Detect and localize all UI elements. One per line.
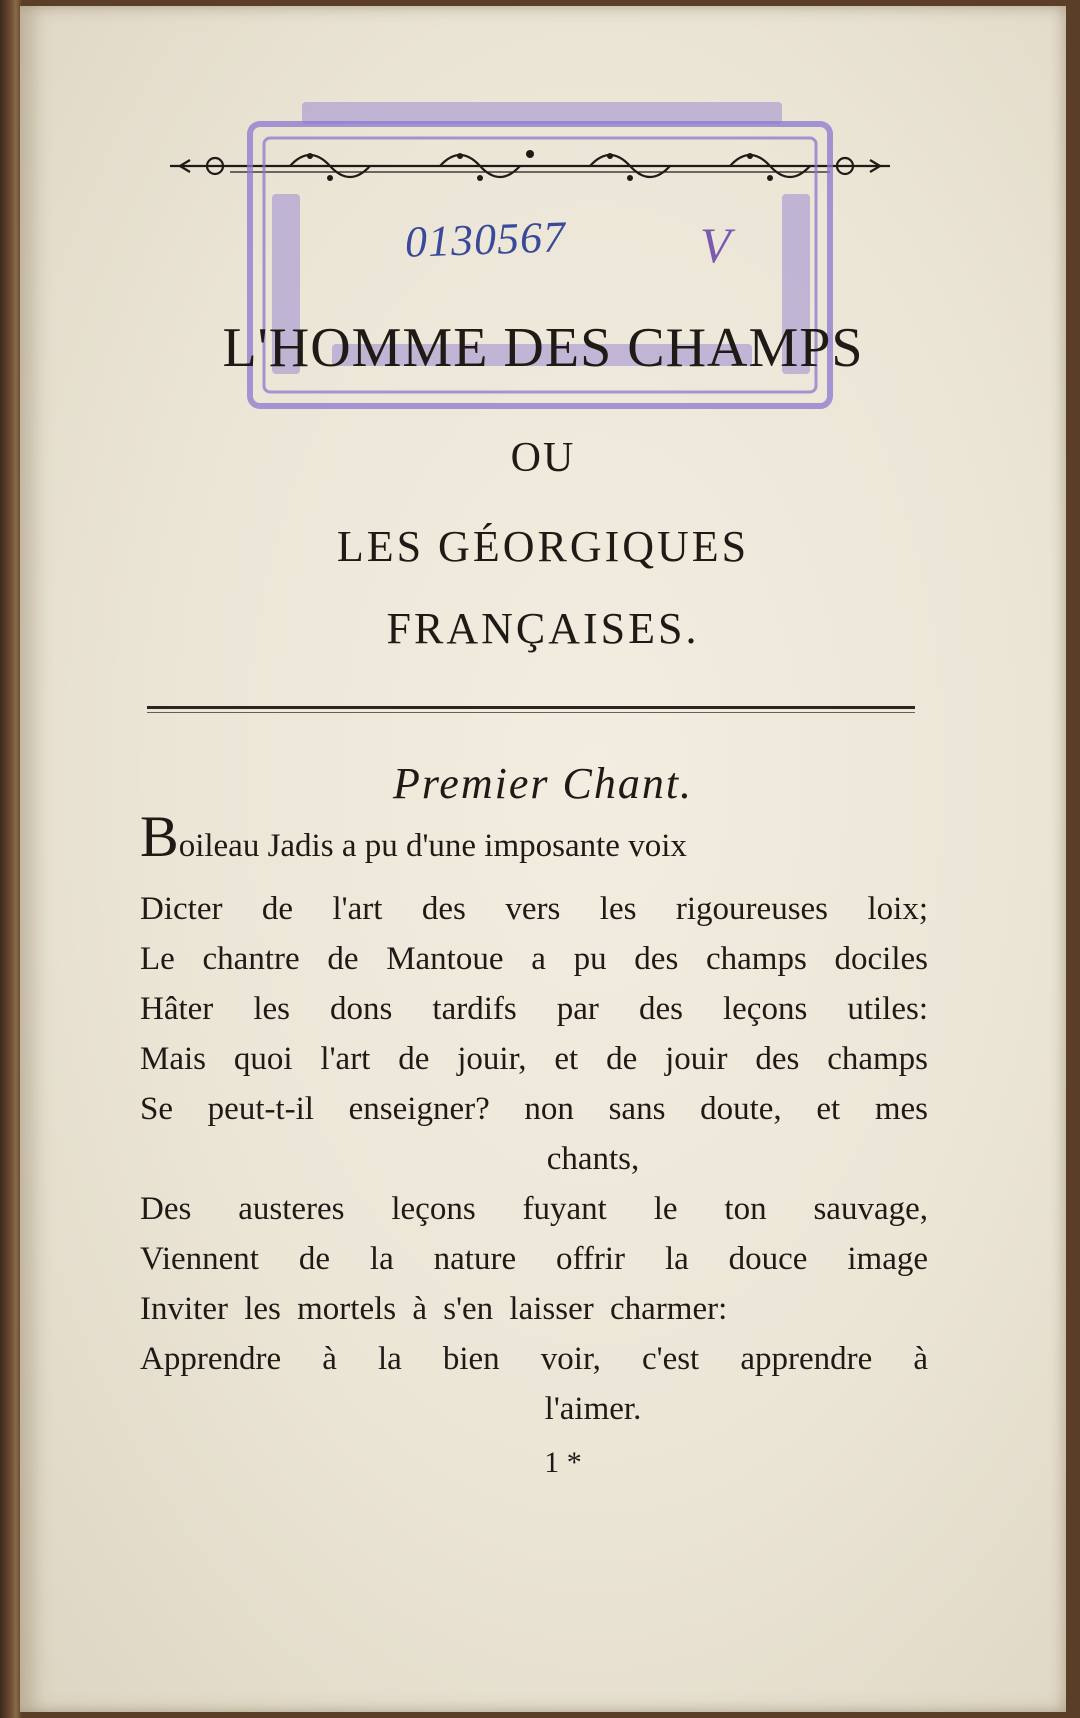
title-line-2: OU [510, 435, 576, 481]
drop-cap: B [140, 804, 179, 869]
verse-line-9: Inviter les mortels à s'en laisser charmer: [140, 1291, 728, 1327]
verse-line-1 [140, 804, 687, 869]
divider-rule-thin [147, 712, 915, 713]
verse-line-7: Des austeres leçons fuyant le ton sauvage, [140, 1191, 928, 1227]
verse-line-3: Le chantre de Mantoue a pu des champs dociles [140, 941, 928, 977]
verse-line-5: Mais quoi l'art de jouir, et de jouir des champs [140, 1041, 928, 1077]
inventory-number: 0130567 [404, 212, 567, 267]
verse-text: oileau Jadis a pu d'une imposante voix [178, 828, 687, 864]
book-page [20, 6, 1066, 1712]
divider-rule [147, 706, 915, 709]
verse-line-6-continuation: chants, [546, 1141, 640, 1177]
chant-heading: Premier Chant. [392, 759, 694, 808]
title-line-1: L'HOMME DES CHAMPS [222, 317, 864, 379]
signature-mark: 1 * [544, 1446, 582, 1479]
title-line-3: LES GÉORGIQUES [336, 522, 750, 571]
verse-line-10-continuation: l'aimer. [544, 1391, 642, 1427]
verse-line-4: Hâter les dons tardifs par des leçons utiles: [140, 991, 928, 1027]
verse-line-8: Viennent de la nature offrir la douce image [140, 1241, 928, 1277]
verse-line-6: Se peut-t-il enseigner? non sans doute, et mes [140, 1091, 928, 1127]
verse-line-2: Dicter de l'art des vers les rigoureuses loix; [140, 891, 928, 927]
inventory-mark: V [700, 217, 731, 273]
verse-line-10: Apprendre à la bien voir, c'est apprendre à [140, 1341, 928, 1377]
title-line-4: FRANÇAISES. [386, 604, 700, 653]
